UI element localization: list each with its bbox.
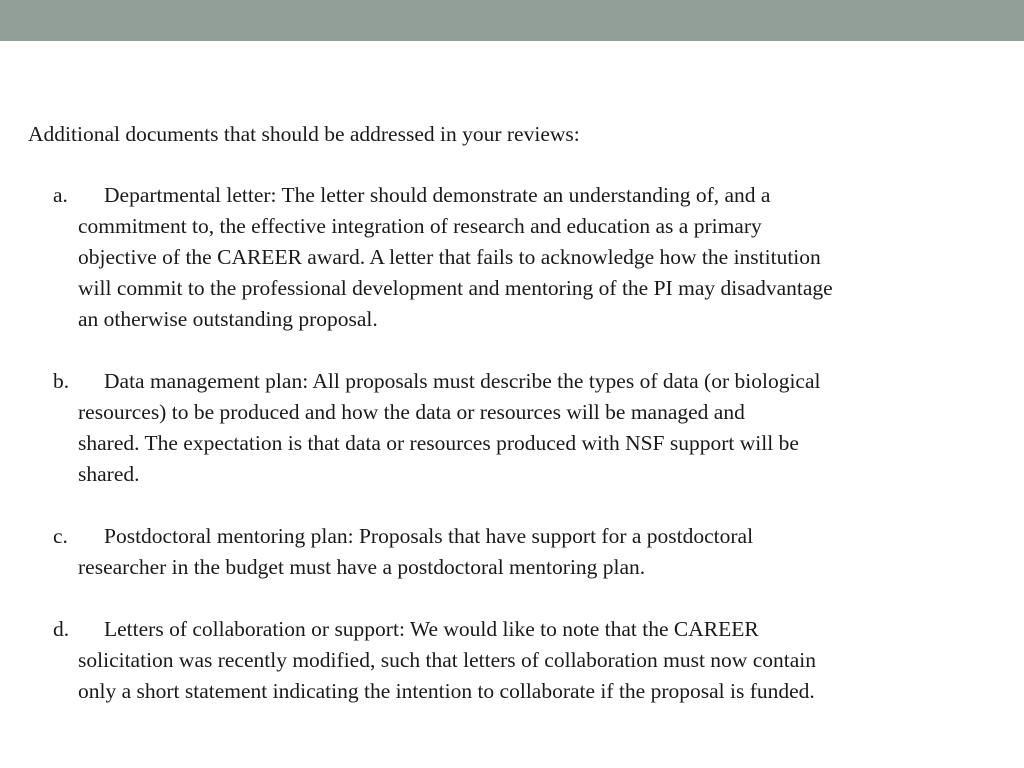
- item-text-line: solicitation was recently modified, such that letters of collaboration must now contain: [78, 648, 816, 672]
- list-item-data-management-plan: [28, 366, 998, 490]
- item-text-line: shared. The expectation is that data or resources produced with NSF support will be: [78, 431, 799, 455]
- item-text-line: Postdoctoral mentoring plan: Proposals that have support for a postdoctoral: [104, 524, 754, 548]
- item-text-line: objective of the CAREER award. A letter that fails to acknowledge how the institution: [78, 245, 821, 269]
- list-item-departmental-letter: [28, 180, 998, 335]
- item-text-line: will commit to the professional development and mentoring of the PI may disadvantage: [78, 276, 833, 300]
- item-text-line: commitment to, the effective integration of research and education as a primary: [78, 214, 762, 238]
- list-item-postdoctoral-mentoring-plan: [28, 521, 998, 583]
- list-marker: d.: [53, 617, 70, 641]
- list-marker: c.: [53, 524, 68, 548]
- item-text-line: an otherwise outstanding proposal.: [78, 307, 378, 331]
- item-text-line: only a short statement indicating the intention to collaborate if the proposal is funded.: [78, 679, 815, 703]
- slide-body: [28, 119, 998, 738]
- item-text-line: researcher in the budget must have a postdoctoral mentoring plan.: [78, 555, 646, 579]
- item-text-line: Data management plan: All proposals must describe the types of data (or biological: [104, 369, 821, 393]
- header-bar: [0, 0, 1024, 41]
- item-text-line: shared.: [78, 462, 140, 486]
- list-item-letters-of-collaboration: [28, 614, 998, 707]
- intro-text: Additional documents that should be addressed in your reviews:: [28, 122, 580, 146]
- item-text-line: Letters of collaboration or support: We would like to note that the CAREER: [104, 617, 759, 641]
- item-text-line: Departmental letter: The letter should demonstrate an understanding of, and a: [104, 183, 771, 207]
- list-marker: a.: [53, 183, 68, 207]
- item-text-line: resources) to be produced and how the data or resources will be managed and: [78, 400, 745, 424]
- list-marker: b.: [53, 369, 70, 393]
